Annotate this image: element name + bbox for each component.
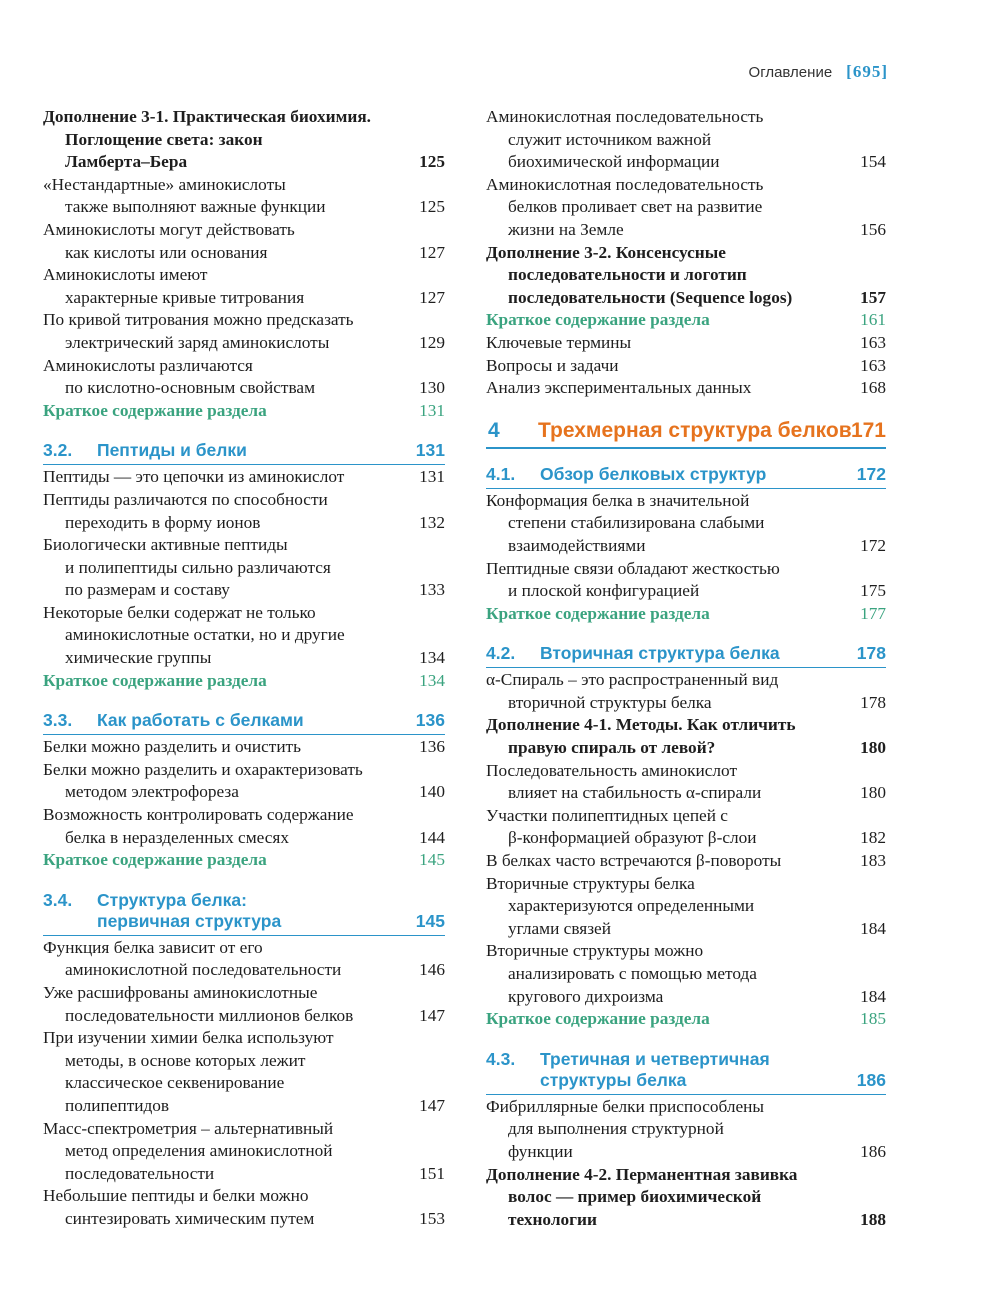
entry-page: 182 xyxy=(860,828,886,848)
toc-entry[interactable] xyxy=(486,355,886,378)
entry-line: анализировать с помощью метода xyxy=(508,964,757,983)
section-number: 4.2. xyxy=(486,643,516,664)
entry-line: Функция белка зависит от его xyxy=(43,937,263,957)
toc-entry[interactable] xyxy=(486,940,886,1008)
entry-line: Дополнение 3-2. Консенсусные xyxy=(486,242,726,262)
toc-entry[interactable] xyxy=(486,850,886,873)
entry-line: углами связей xyxy=(508,918,611,938)
entry-line: последовательности и логотип xyxy=(508,265,747,285)
entry-page: 157 xyxy=(860,287,886,307)
entry-page: 125 xyxy=(419,152,445,172)
entry-line: последовательности (Sequence logos) xyxy=(508,287,793,307)
entry-line: Аминокислоты могут действовать xyxy=(43,219,295,239)
entry-page: 154 xyxy=(860,152,886,172)
toc-entry[interactable] xyxy=(43,982,445,1027)
entry-page: 134 xyxy=(419,648,445,668)
entry-line: переходить в форму ионов xyxy=(65,512,261,532)
entry-line: кругового дихроизма xyxy=(508,986,664,1006)
chapter-heading[interactable] xyxy=(486,418,886,444)
entry-line: «Нестандартные» аминокислоты xyxy=(43,174,286,194)
entry-line: Возможность контролировать содержание xyxy=(43,805,354,825)
entry-line: При изучении химии белка используют xyxy=(43,1028,334,1048)
entry-line: β-конформацией образуют β-слои xyxy=(508,828,757,848)
toc-entry[interactable] xyxy=(43,736,445,759)
entry-line: Краткое содержание раздела xyxy=(43,850,267,870)
entry-line: служит источником важной xyxy=(508,129,712,149)
section-title-line: Пептиды и белки xyxy=(97,440,247,461)
entry-line: вторичной структуры белка xyxy=(508,692,712,712)
entry-line: технологии xyxy=(508,1209,597,1229)
entry-line: Краткое содержание раздела xyxy=(486,310,710,330)
entry-line: метод определения аминокислотной xyxy=(65,1141,333,1161)
toc-column-left xyxy=(43,106,445,1231)
chapter-page: 171 xyxy=(850,418,886,442)
section-number: 4.1. xyxy=(486,463,516,484)
toc-entry[interactable] xyxy=(43,759,445,804)
chapter-title: Трехмерная структура белков xyxy=(538,418,852,442)
toc-entry[interactable] xyxy=(43,1118,445,1186)
page-number: [695] xyxy=(846,62,888,81)
section-number: 3.4. xyxy=(43,889,73,910)
entry-page: 133 xyxy=(419,580,445,600)
entry-line: Анализ экспериментальных данных xyxy=(486,378,752,398)
toc-entry[interactable] xyxy=(43,534,445,602)
entry-line: Белки можно разделить и охарактеризовать xyxy=(43,759,363,779)
entry-line: Аминокислоты различаются xyxy=(43,355,253,375)
entry-page: 147 xyxy=(419,1095,445,1115)
entry-page: 184 xyxy=(860,918,886,938)
entry-line: как кислоты или основания xyxy=(65,242,268,262)
toc-entry[interactable] xyxy=(43,804,445,849)
entry-page: 183 xyxy=(860,851,886,871)
entry-line: классическое секвенирование xyxy=(65,1073,285,1093)
section-heading[interactable] xyxy=(486,643,886,664)
toc-entry[interactable] xyxy=(43,219,445,264)
entry-line: Краткое содержание раздела xyxy=(43,400,267,420)
entry-line: Некоторые белки содержат не только xyxy=(43,602,316,622)
entry-page: 140 xyxy=(419,782,445,802)
entry-page: 156 xyxy=(860,219,886,239)
entry-line: Аминокислотная последовательность xyxy=(486,107,764,126)
entry-page: 125 xyxy=(419,197,445,217)
section-title-line: Обзор белковых структур xyxy=(540,463,767,484)
entry-line: Вторичные структуры белка xyxy=(486,873,695,893)
entry-page: 188 xyxy=(860,1209,886,1229)
entry-line: В белках часто встречаются β-повороты xyxy=(486,851,782,871)
entry-page: 151 xyxy=(419,1163,445,1183)
section-page: 186 xyxy=(856,1069,886,1090)
entry-page: 136 xyxy=(419,737,445,757)
entry-line: синтезировать химическим путем xyxy=(65,1208,315,1228)
entry-page: 127 xyxy=(419,242,445,262)
entry-page: 144 xyxy=(419,827,445,847)
entry-line: жизни на Земле xyxy=(508,219,624,239)
toc-entry[interactable] xyxy=(486,873,886,941)
entry-line: Последовательность аминокислот xyxy=(486,760,737,780)
entry-page: 180 xyxy=(860,783,886,803)
entry-page: 131 xyxy=(419,400,445,420)
entry-page: 161 xyxy=(860,310,886,330)
entry-page: 185 xyxy=(860,1009,886,1029)
entry-page: 186 xyxy=(860,1141,886,1161)
toc-entry[interactable] xyxy=(43,466,445,489)
entry-line: электрический заряд аминокислоты xyxy=(65,332,330,352)
entry-page: 146 xyxy=(419,960,445,980)
section-title xyxy=(97,710,399,731)
section-heading[interactable] xyxy=(43,890,445,932)
entry-line: правую спираль от левой? xyxy=(508,738,716,758)
entry-line: Биологически активные пептиды xyxy=(43,535,288,555)
entry-page: 172 xyxy=(860,535,886,555)
entry-line: последовательности миллионов белков xyxy=(65,1005,354,1025)
entry-line: Аминокислоты имеют xyxy=(43,265,208,285)
entry-line: и плоской конфигурацией xyxy=(508,581,700,601)
entry-page: 127 xyxy=(419,287,445,307)
section-page: 136 xyxy=(415,710,445,731)
summary-entry[interactable] xyxy=(43,670,445,693)
entry-line: Уже расшифрованы аминокислотные xyxy=(43,983,318,1002)
toc-entry[interactable] xyxy=(486,332,886,355)
section-title xyxy=(97,890,399,932)
entry-line: химические группы xyxy=(65,648,212,668)
entry-line: α-Спираль – это распространенный вид xyxy=(486,670,779,690)
entry-line: по размерам и составу xyxy=(65,580,230,600)
entry-line: методом электрофореза xyxy=(65,782,239,802)
section-title xyxy=(540,643,840,664)
entry-line: Краткое содержание раздела xyxy=(43,670,267,690)
summary-entry[interactable] xyxy=(486,603,886,626)
supplement-entry[interactable] xyxy=(43,106,445,174)
entry-line: влияет на стабильность α-спирали xyxy=(508,783,762,803)
entry-page: 168 xyxy=(860,378,886,398)
entry-page: 145 xyxy=(419,850,445,870)
toc-entry[interactable] xyxy=(486,1096,886,1164)
entry-line: взаимодействиями xyxy=(508,535,646,555)
section-number: 3.2. xyxy=(43,440,73,461)
entry-line: Пептиды — это цепочки из аминокислот xyxy=(43,467,345,487)
section-title-line: Структура белка: xyxy=(97,889,247,910)
section-number: 4.3. xyxy=(486,1048,516,1069)
entry-page: 178 xyxy=(860,692,886,712)
toc-column-right xyxy=(486,106,886,1231)
entry-line: Вторичные структуры можно xyxy=(486,941,704,961)
entry-line: Краткое содержание раздела xyxy=(486,1009,710,1029)
section-heading[interactable] xyxy=(43,710,445,731)
entry-line: функции xyxy=(508,1141,573,1161)
entry-line: волос — пример биохимической xyxy=(508,1187,762,1207)
supplement-entry[interactable] xyxy=(486,1164,886,1232)
toc-entry[interactable] xyxy=(43,309,445,354)
toc-entry[interactable] xyxy=(486,174,886,242)
entry-line: и полипептиды сильно различаются xyxy=(65,557,331,577)
entry-line: Пептидные связи обладают жесткостью xyxy=(486,558,780,578)
section-title xyxy=(540,1049,840,1091)
entry-line: Дополнение 4-1. Методы. Как отличить xyxy=(486,715,796,735)
toc-entry[interactable] xyxy=(43,1185,445,1230)
summary-entry[interactable] xyxy=(43,849,445,872)
entry-line: методы, в основе которых лежит xyxy=(65,1050,306,1070)
entry-line: характеризуются определенными xyxy=(508,896,755,916)
toc-entry[interactable] xyxy=(43,937,445,982)
entry-line: аминокислотной последовательности xyxy=(65,960,342,980)
entry-line: Конформация белка в значительной xyxy=(486,490,750,510)
supplement-entry[interactable] xyxy=(486,714,886,759)
entry-line: Ламберта–Бера xyxy=(65,152,188,172)
toc-entry[interactable] xyxy=(486,669,886,714)
toc-entry[interactable] xyxy=(43,602,445,670)
section-title-line: Третичная и четвертичная xyxy=(540,1048,770,1069)
section-title-line: первичная структура xyxy=(97,910,282,931)
section-heading[interactable] xyxy=(486,464,886,485)
entry-page: 153 xyxy=(419,1208,445,1228)
entry-line: биохимической информации xyxy=(508,152,720,172)
entry-line: Участки полипептидных цепей с xyxy=(486,805,728,825)
entry-page: 177 xyxy=(860,603,886,623)
entry-page: 180 xyxy=(860,738,886,758)
entry-line: По кривой титрования можно предсказать xyxy=(43,310,354,330)
section-title xyxy=(540,464,840,485)
entry-line: аминокислотные остатки, но и другие xyxy=(65,625,345,645)
entry-page: 184 xyxy=(860,986,886,1006)
toc-entry[interactable] xyxy=(486,558,886,603)
section-page: 172 xyxy=(856,463,886,484)
entry-page: 175 xyxy=(860,581,886,601)
section-title-line: структуры белка xyxy=(540,1069,687,1090)
toc-entry[interactable] xyxy=(486,490,886,558)
toc-entry[interactable] xyxy=(486,760,886,805)
entry-line: Дополнение 3-1. Практическая биохимия. xyxy=(43,107,372,126)
entry-line: Ключевые термины xyxy=(486,332,632,352)
entry-line: полипептидов xyxy=(65,1095,170,1115)
toc-entry[interactable] xyxy=(486,805,886,850)
entry-page: 131 xyxy=(419,467,445,487)
entry-line: последовательности xyxy=(65,1163,215,1183)
supplement-entry[interactable] xyxy=(486,242,886,310)
entry-line: степени стабилизирована слабыми xyxy=(508,513,765,533)
section-page: 131 xyxy=(415,440,445,461)
toc-entry[interactable] xyxy=(43,489,445,534)
entry-line: Краткое содержание раздела xyxy=(486,603,710,623)
running-head-title: Оглавление xyxy=(748,64,833,81)
toc-entry[interactable] xyxy=(43,174,445,219)
entry-page: 163 xyxy=(860,355,886,375)
entry-line: Фибриллярные белки приспособлены xyxy=(486,1096,765,1116)
entry-page: 163 xyxy=(860,332,886,352)
entry-line: Масс-спектрометрия – альтернативный xyxy=(43,1118,334,1138)
entry-line: Пептиды различаются по способности xyxy=(43,489,328,509)
entry-page: 129 xyxy=(419,332,445,352)
section-title-line: Вторичная структура белка xyxy=(540,643,780,664)
chapter-number: 4 xyxy=(488,418,500,442)
entry-line: также выполняют важные функции xyxy=(65,197,326,217)
toc-entry[interactable] xyxy=(43,264,445,309)
entry-line: белка в неразделенных смесях xyxy=(65,827,289,847)
section-page: 145 xyxy=(415,910,445,931)
entry-page: 132 xyxy=(419,512,445,532)
section-heading[interactable] xyxy=(486,1049,886,1091)
entry-line: Небольшие пептиды и белки можно xyxy=(43,1186,309,1206)
entry-line: Поглощение света: закон xyxy=(65,129,263,149)
summary-entry[interactable] xyxy=(43,400,445,423)
summary-entry[interactable] xyxy=(486,1008,886,1031)
section-heading[interactable] xyxy=(43,440,445,461)
entry-line: для выполнения структурной xyxy=(508,1119,724,1139)
entry-page: 130 xyxy=(419,378,445,398)
toc-entry[interactable] xyxy=(43,1027,445,1117)
running-head xyxy=(749,62,888,82)
toc-entry[interactable] xyxy=(43,355,445,400)
section-title-line: Как работать с белками xyxy=(97,710,304,731)
section-page: 178 xyxy=(856,643,886,664)
section-title xyxy=(97,440,399,461)
entry-line: Вопросы и задачи xyxy=(486,355,619,375)
entry-line: Белки можно разделить и очистить xyxy=(43,737,301,757)
toc-entry[interactable] xyxy=(486,377,886,400)
entry-line: характерные кривые титрования xyxy=(65,287,305,307)
entry-page: 147 xyxy=(419,1005,445,1025)
toc-entry[interactable] xyxy=(486,106,886,174)
section-number: 3.3. xyxy=(43,710,73,731)
summary-entry[interactable] xyxy=(486,309,886,332)
entry-line: белков проливает свет на развитие xyxy=(508,197,763,217)
entry-line: по кислотно-основным свойствам xyxy=(65,378,316,398)
entry-page: 134 xyxy=(419,670,445,690)
entry-line: Аминокислотная последовательность xyxy=(486,174,764,194)
entry-line: Дополнение 4-2. Перманентная завивка xyxy=(486,1164,798,1184)
